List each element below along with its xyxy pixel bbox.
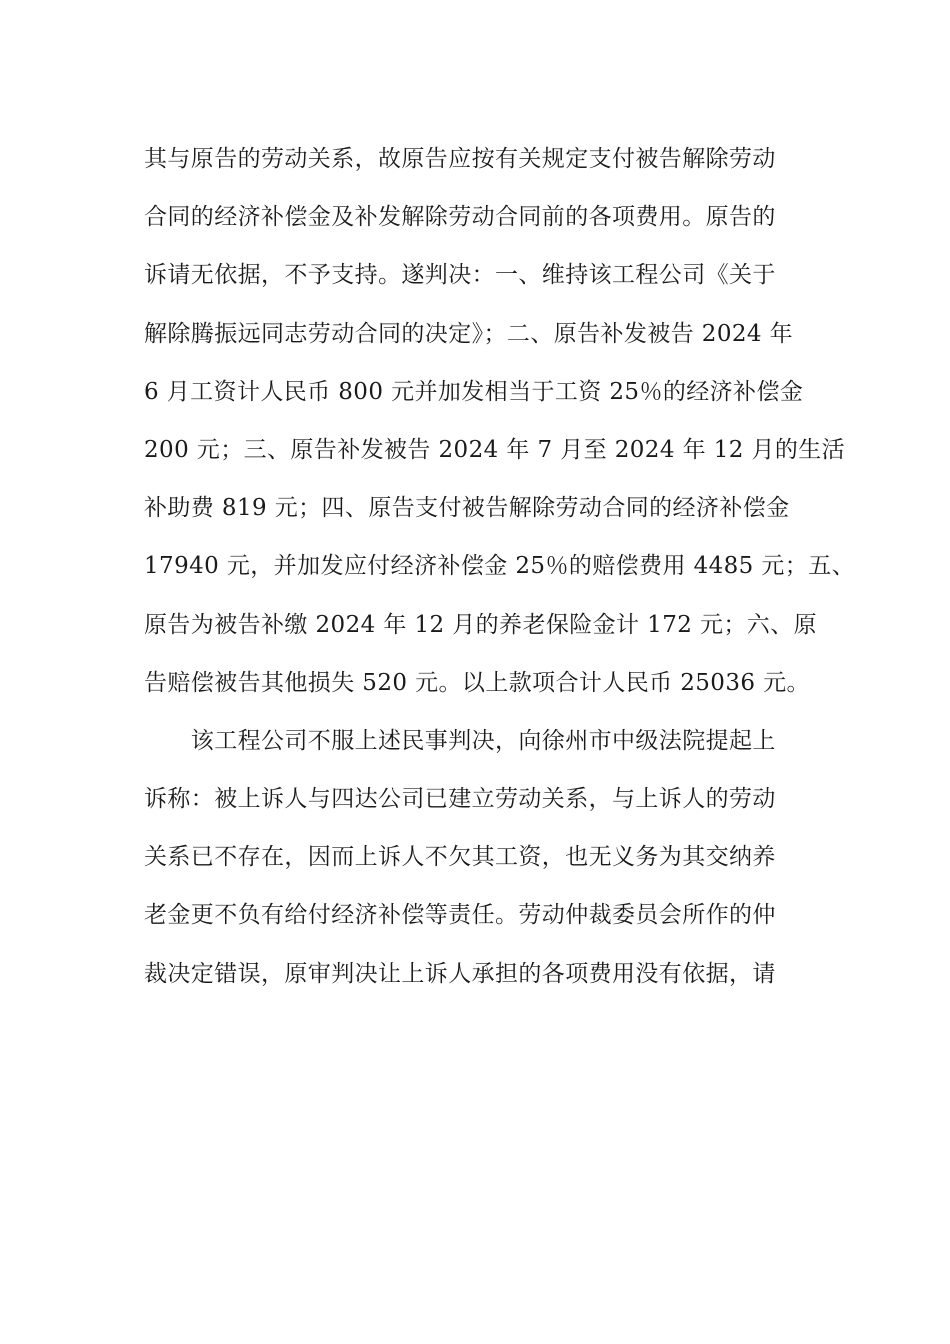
text-line: 老金更不负有给付经济补偿等责任。劳动仲裁委员会所作的仲 [144, 902, 776, 929]
text-line: 诉请无依据，不予支持。遂判决：一、维持该工程公司《关于 [144, 262, 776, 289]
text-line: 补助费 819 元；四、原告支付被告解除劳动合同的经济补偿金 [144, 495, 790, 522]
text-line: 200 元；三、原告补发被告 2024 年 7 月至 2024 年 12 月的生活 [144, 436, 846, 463]
paragraph-start-line: 该工程公司不服上述民事判决，向徐州市中级法院提起上 [144, 727, 776, 754]
text-line: 其与原告的劳动关系，故原告应按有关规定支付被告解除劳动 [144, 146, 776, 172]
text-line: 合同的经济补偿金及补发解除劳动合同前的各项费用。原告的 [144, 204, 776, 231]
text-line: 6 月工资计人民币 800 元并加发相当于工资 25％的经济补偿金 [144, 378, 804, 405]
text-line: 裁决定错误，原审判决让上诉人承担的各项费用没有依据，请 [144, 960, 776, 987]
text-line: 解除腾振远同志劳动合同的决定》；二、原告补发被告 2024 年 [144, 320, 794, 347]
text-line: 诉称：被上诉人与四达公司已建立劳动关系，与上诉人的劳动 [144, 786, 776, 813]
text-line: 17940 元，并加发应付经济补偿金 25％的赔偿费用 4485 元；五、 [144, 553, 856, 580]
text-line: 关系已不存在，因而上诉人不欠其工资，也无义务为其交纳养 [144, 844, 776, 871]
text-line: 告赔偿被告其他损失 520 元。以上款项合计人民币 25036 元。 [144, 669, 810, 696]
document-body [144, 130, 856, 1003]
text-line: 原告为被告补缴 2024 年 12 月的养老保险金计 172 元；六、原 [144, 611, 817, 638]
